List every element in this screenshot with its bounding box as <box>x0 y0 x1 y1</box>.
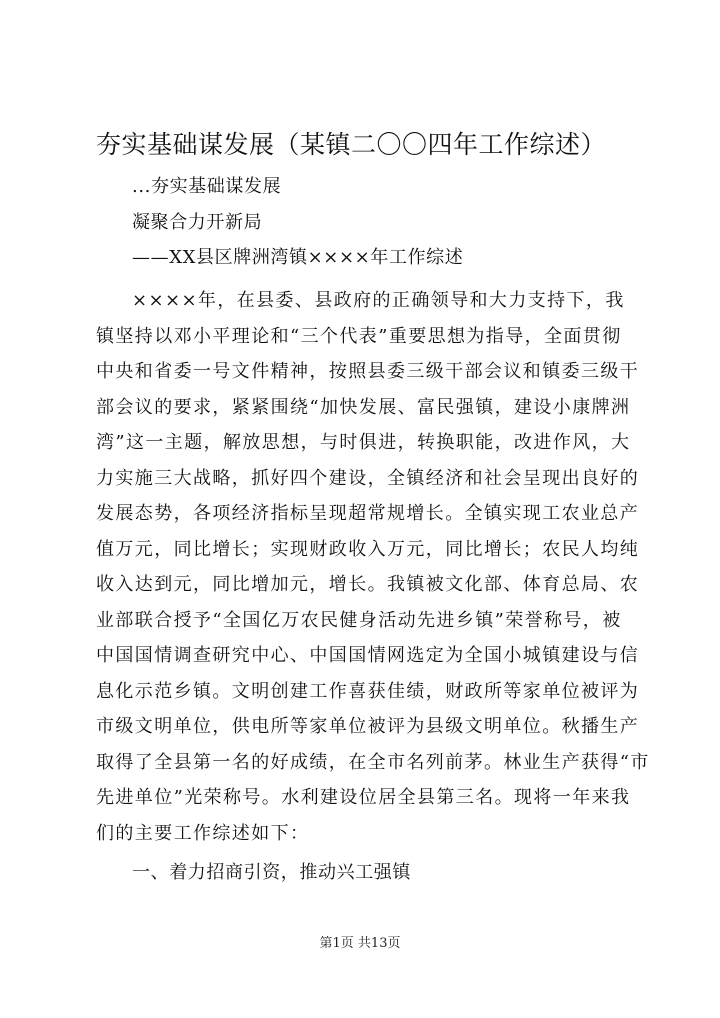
body-line: 先进单位”光荣称号。水利建设位居全县第三名。现将一年来我 <box>96 787 631 808</box>
body-line: 部会议的要求，紧紧围绕“加快发展、富民强镇，建设小康牌洲 <box>96 396 631 418</box>
subtitle-line-1: ...夯实基础谋发展 <box>132 176 282 197</box>
subtitle-line-2: 凝聚合力开新局 <box>132 212 263 233</box>
body-line: 市级文明单位，供电所等家单位被评为县级文明单位。秋播生产 <box>96 716 640 737</box>
subtitle-line-3: ——XX县区牌洲湾镇××××年工作综述 <box>132 247 464 268</box>
page-footer: 第1页 共13页 <box>319 936 401 951</box>
body-line: 镇坚持以邓小平理论和“三个代表”重要思想为指导，全面贯彻 <box>96 325 622 347</box>
body-line: 中国国情调查研究中心、中国国情网选定为全国小城镇建设与信 <box>96 645 640 666</box>
body-line: 业部联合授予“全国亿万农民健身活动先进乡镇”荣誉称号，被 <box>96 609 622 631</box>
body-line: 取得了全县第一名的好成绩，在全市名列前茅。林业生产获得“市 <box>96 751 650 773</box>
body-line: 力实施三大战略，抓好四个建设，全镇经济和社会呈现出良好的 <box>96 467 640 489</box>
document-title: 夯实基础谋发展（某镇二〇〇四年工作综述） <box>96 130 607 159</box>
body-line: ××××年，在县委、县政府的正确领导和大力支持下，我 <box>132 290 625 311</box>
body-paragraph <box>96 283 650 851</box>
section-heading: 一、着力招商引资，推动兴工强镇 <box>132 862 411 883</box>
body-line: 值万元，同比增长；实现财政收入万元，同比增长；农民人均纯 <box>96 538 640 560</box>
body-line: 发展态势，各项经济指标呈现超常规增长。全镇实现工农业总产 <box>96 503 640 524</box>
body-line: 们的主要工作综述如下： <box>96 822 310 844</box>
body-line: 收入达到元，同比增加元，增长。我镇被文化部、体育总局、农 <box>96 574 640 595</box>
body-line: 湾”这一主题，解放思想，与时俱进，转换职能，改进作风，大 <box>96 432 631 453</box>
body-line: 中央和省委一号文件精神，按照县委三级干部会议和镇委三级干 <box>96 361 640 382</box>
body-line: 息化示范乡镇。文明创建工作喜获佳绩，财政所等家单位被评为 <box>96 680 640 702</box>
